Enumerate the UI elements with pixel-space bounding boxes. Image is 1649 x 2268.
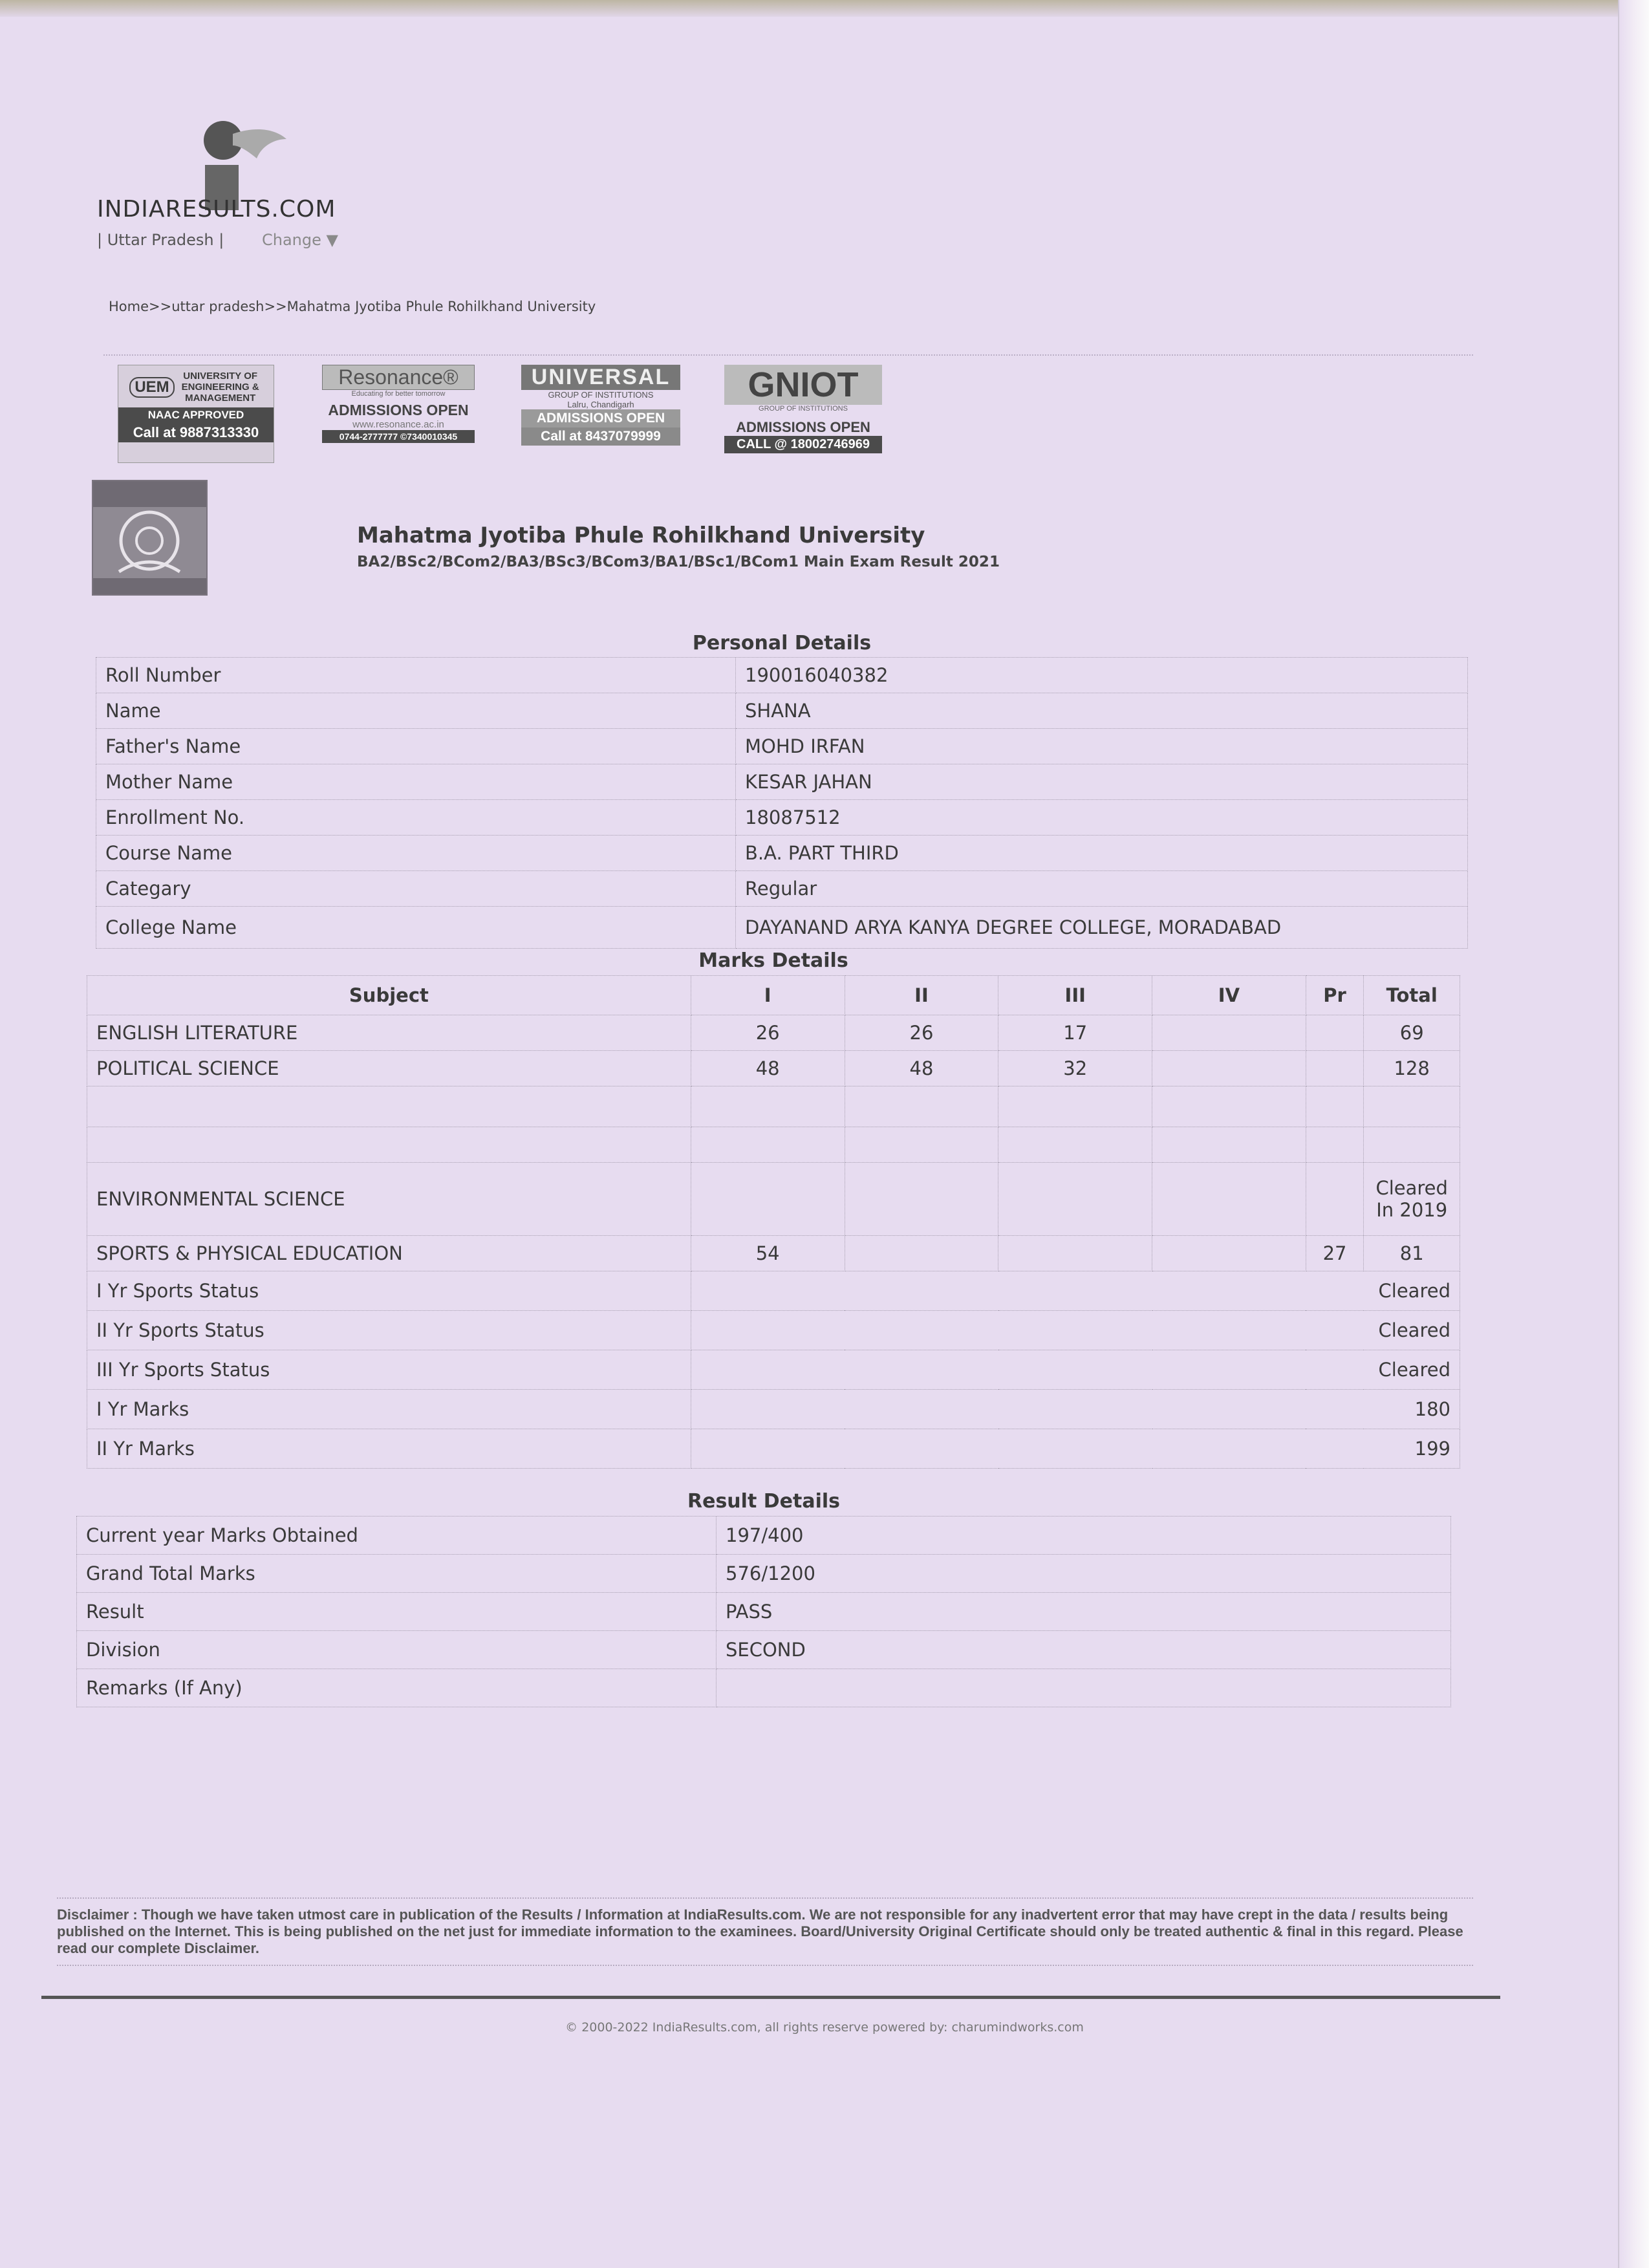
status-value: 180 xyxy=(691,1390,1460,1429)
table-row xyxy=(87,1390,1460,1429)
mother-name-value: KESAR JAHAN xyxy=(736,764,1468,800)
field-label: Result xyxy=(77,1593,717,1631)
table-row xyxy=(87,1015,1460,1051)
mark-cell xyxy=(1152,1051,1306,1086)
ad-uem-naac: NAAC APPROVED xyxy=(118,407,274,423)
status-label: III Yr Sports Status xyxy=(87,1350,691,1390)
status-value: Cleared xyxy=(691,1271,1460,1311)
table-row xyxy=(87,1163,1460,1236)
remarks-value xyxy=(717,1669,1451,1707)
field-label: Roll Number xyxy=(96,658,736,693)
ad-resonance-url: www.resonance.ac.in xyxy=(352,419,444,430)
course-value: B.A. PART THIRD xyxy=(736,836,1468,871)
mark-cell xyxy=(1152,1015,1306,1051)
total-cell: Cleared In 2019 xyxy=(1364,1163,1460,1236)
subject-cell: SPORTS & PHYSICAL EDUCATION xyxy=(87,1236,691,1271)
mark-cell xyxy=(845,1127,998,1163)
subject-cell xyxy=(87,1086,691,1127)
total-cell xyxy=(1364,1127,1460,1163)
mark-cell xyxy=(1152,1127,1306,1163)
grand-total-value: 576/1200 xyxy=(717,1555,1451,1593)
field-label: Father's Name xyxy=(96,729,736,764)
table-row xyxy=(96,907,1468,949)
ad-gniot[interactable] xyxy=(724,365,882,462)
mark-cell xyxy=(998,1163,1152,1236)
ad-resonance-tagline: Educating for better tomorrow xyxy=(351,390,446,398)
status-label: II Yr Marks xyxy=(87,1429,691,1469)
mark-cell xyxy=(1152,1163,1306,1236)
status-value: 199 xyxy=(691,1429,1460,1469)
mark-cell: 48 xyxy=(691,1051,845,1086)
status-value: Cleared xyxy=(691,1311,1460,1350)
scan-right-edge xyxy=(1618,0,1649,2268)
field-label: Enrollment No. xyxy=(96,800,736,836)
father-name-value: MOHD IRFAN xyxy=(736,729,1468,764)
mark-cell xyxy=(1152,1236,1306,1271)
exam-title: BA2/BSc2/BCom2/BA3/BSc3/BCom3/BA1/BSc1/BCom1 Main Exam Result 2021 xyxy=(357,554,1000,570)
mark-cell: 32 xyxy=(998,1051,1152,1086)
scan-top-edge xyxy=(0,0,1649,17)
ad-universal-location: Lalru, Chandigarh xyxy=(567,400,634,409)
current-marks-value: 197/400 xyxy=(717,1517,1451,1555)
table-row xyxy=(87,1086,1460,1127)
table-row xyxy=(96,836,1468,871)
subject-cell: ENVIRONMENTAL SCIENCE xyxy=(87,1163,691,1236)
total-cell: 81 xyxy=(1364,1236,1460,1271)
status-label: I Yr Sports Status xyxy=(87,1271,691,1311)
ad-gniot-admissions: ADMISSIONS OPEN xyxy=(736,419,870,435)
col-subject: Subject xyxy=(87,976,691,1015)
table-row xyxy=(77,1631,1451,1669)
result-value: PASS xyxy=(717,1593,1451,1631)
field-label: Course Name xyxy=(96,836,736,871)
status-label: II Yr Sports Status xyxy=(87,1311,691,1350)
table-row xyxy=(87,1051,1460,1086)
table-row xyxy=(87,1429,1460,1469)
ad-gniot-group: GROUP OF INSTITUTIONS xyxy=(759,405,848,413)
logo-text: INDIARESULTS.COM xyxy=(97,196,336,222)
total-cell xyxy=(1364,1086,1460,1127)
status-value: Cleared xyxy=(691,1350,1460,1390)
mark-cell: 54 xyxy=(691,1236,845,1271)
table-row xyxy=(96,764,1468,800)
field-label: College Name xyxy=(96,907,736,949)
ad-universal-group: GROUP OF INSTITUTIONS xyxy=(548,390,654,400)
copyright-footer: © 2000-2022 IndiaResults.com, all rights reserve powered by: charumindworks.com xyxy=(565,2020,1084,2035)
mark-cell xyxy=(845,1236,998,1271)
ad-gniot-phone: CALL @ 18002746969 xyxy=(724,436,882,453)
mark-cell xyxy=(845,1163,998,1236)
table-row xyxy=(77,1593,1451,1631)
col-ii: II xyxy=(845,976,998,1015)
col-total: Total xyxy=(1364,976,1460,1015)
mark-cell xyxy=(1306,1015,1364,1051)
table-row xyxy=(96,658,1468,693)
personal-details-table xyxy=(96,629,1468,949)
mark-cell xyxy=(1306,1127,1364,1163)
table-row xyxy=(87,1236,1460,1271)
field-label: Mother Name xyxy=(96,764,736,800)
field-label: Name xyxy=(96,693,736,729)
mark-cell xyxy=(1306,1163,1364,1236)
table-row xyxy=(96,693,1468,729)
table-row xyxy=(77,1517,1451,1555)
table-row xyxy=(87,1350,1460,1390)
ad-uem-logo: UEM xyxy=(129,377,174,398)
mark-cell: 27 xyxy=(1306,1236,1364,1271)
table-row xyxy=(87,1127,1460,1163)
college-value: DAYANAND ARYA KANYA DEGREE COLLEGE, MORADABAD xyxy=(736,907,1468,949)
footer-divider xyxy=(41,1996,1500,1999)
roll-number-value: 190016040382 xyxy=(736,658,1468,693)
table-row xyxy=(87,1311,1460,1350)
ad-universal-admissions: ADMISSIONS OPEN xyxy=(521,409,680,427)
col-iii: III xyxy=(998,976,1152,1015)
mark-cell xyxy=(1152,1086,1306,1127)
table-row xyxy=(96,800,1468,836)
category-value: Regular xyxy=(736,871,1468,907)
ad-universal-phone: Call at 8437079999 xyxy=(521,427,680,446)
mark-cell xyxy=(691,1086,845,1127)
mark-cell: 17 xyxy=(998,1015,1152,1051)
ad-resonance-logo: Resonance® xyxy=(322,365,475,390)
field-label: Remarks (If Any) xyxy=(77,1669,717,1707)
mark-cell xyxy=(998,1236,1152,1271)
table-row xyxy=(87,1271,1460,1311)
mark-cell xyxy=(1306,1051,1364,1086)
col-pr: Pr xyxy=(1306,976,1364,1015)
divider xyxy=(103,354,1473,356)
result-details-table xyxy=(76,1486,1451,1707)
total-cell: 69 xyxy=(1364,1015,1460,1051)
mark-cell: 48 xyxy=(845,1051,998,1086)
ad-gniot-logo: GNIOT xyxy=(724,365,882,405)
ad-universal[interactable] xyxy=(521,365,680,462)
result-details-heading: Result Details xyxy=(77,1486,1451,1517)
mark-cell: 26 xyxy=(691,1015,845,1051)
state-label: | Uttar Pradesh | xyxy=(97,231,224,249)
ad-universal-logo: UNIVERSAL xyxy=(521,365,680,390)
ad-resonance-phone: 0744-2777777 ©7340010345 xyxy=(322,430,475,443)
name-value: SHANA xyxy=(736,693,1468,729)
ad-uem[interactable] xyxy=(118,365,274,463)
subject-cell: POLITICAL SCIENCE xyxy=(87,1051,691,1086)
mark-cell xyxy=(691,1127,845,1163)
table-row xyxy=(96,871,1468,907)
field-label: Division xyxy=(77,1631,717,1669)
mark-cell xyxy=(691,1163,845,1236)
marks-details-table xyxy=(87,945,1460,1469)
subject-cell xyxy=(87,1127,691,1163)
enrollment-value: 18087512 xyxy=(736,800,1468,836)
disclaimer-text: Disclaimer : Though we have taken utmost care in publication of the Results / Information at IndiaResults.com. We are not responsible for any inadvertent error that may have crept in the data / results being published on the Internet. This is being published on the net just for immediate information to the examinees. Board/University Original Certificate should only be treated authentic & final in this regard. Please read our complete Disclaimer. xyxy=(57,1897,1473,1966)
breadcrumb[interactable]: Home>>uttar pradesh>>Mahatma Jyotiba Phule Rohilkhand University xyxy=(109,299,596,314)
ad-uem-name: UNIVERSITY OF ENGINEERING & MANAGEMENT xyxy=(181,371,259,404)
field-label: Current year Marks Obtained xyxy=(77,1517,717,1555)
university-seal-icon xyxy=(92,480,208,596)
field-label: Grand Total Marks xyxy=(77,1555,717,1593)
col-i: I xyxy=(691,976,845,1015)
mark-cell xyxy=(998,1127,1152,1163)
total-cell: 128 xyxy=(1364,1051,1460,1086)
mark-cell xyxy=(998,1086,1152,1127)
mark-cell xyxy=(845,1086,998,1127)
marks-header-row xyxy=(87,976,1460,1015)
mark-cell: 26 xyxy=(845,1015,998,1051)
change-state-link[interactable]: Change ▼ xyxy=(262,231,338,249)
table-row xyxy=(96,729,1468,764)
table-row xyxy=(77,1555,1451,1593)
col-iv: IV xyxy=(1152,976,1306,1015)
marks-details-heading: Marks Details xyxy=(87,945,1460,976)
table-row xyxy=(77,1669,1451,1707)
ad-resonance-admissions: ADMISSIONS OPEN xyxy=(328,402,469,418)
personal-details-heading: Personal Details xyxy=(96,629,1468,658)
subject-cell: ENGLISH LITERATURE xyxy=(87,1015,691,1051)
field-label: Categary xyxy=(96,871,736,907)
mark-cell xyxy=(1306,1086,1364,1127)
ad-resonance[interactable] xyxy=(322,365,475,462)
division-value: SECOND xyxy=(717,1631,1451,1669)
university-name: Mahatma Jyotiba Phule Rohilkhand University xyxy=(357,523,925,548)
ad-uem-phone: Call at 9887313330 xyxy=(118,423,274,442)
status-label: I Yr Marks xyxy=(87,1390,691,1429)
